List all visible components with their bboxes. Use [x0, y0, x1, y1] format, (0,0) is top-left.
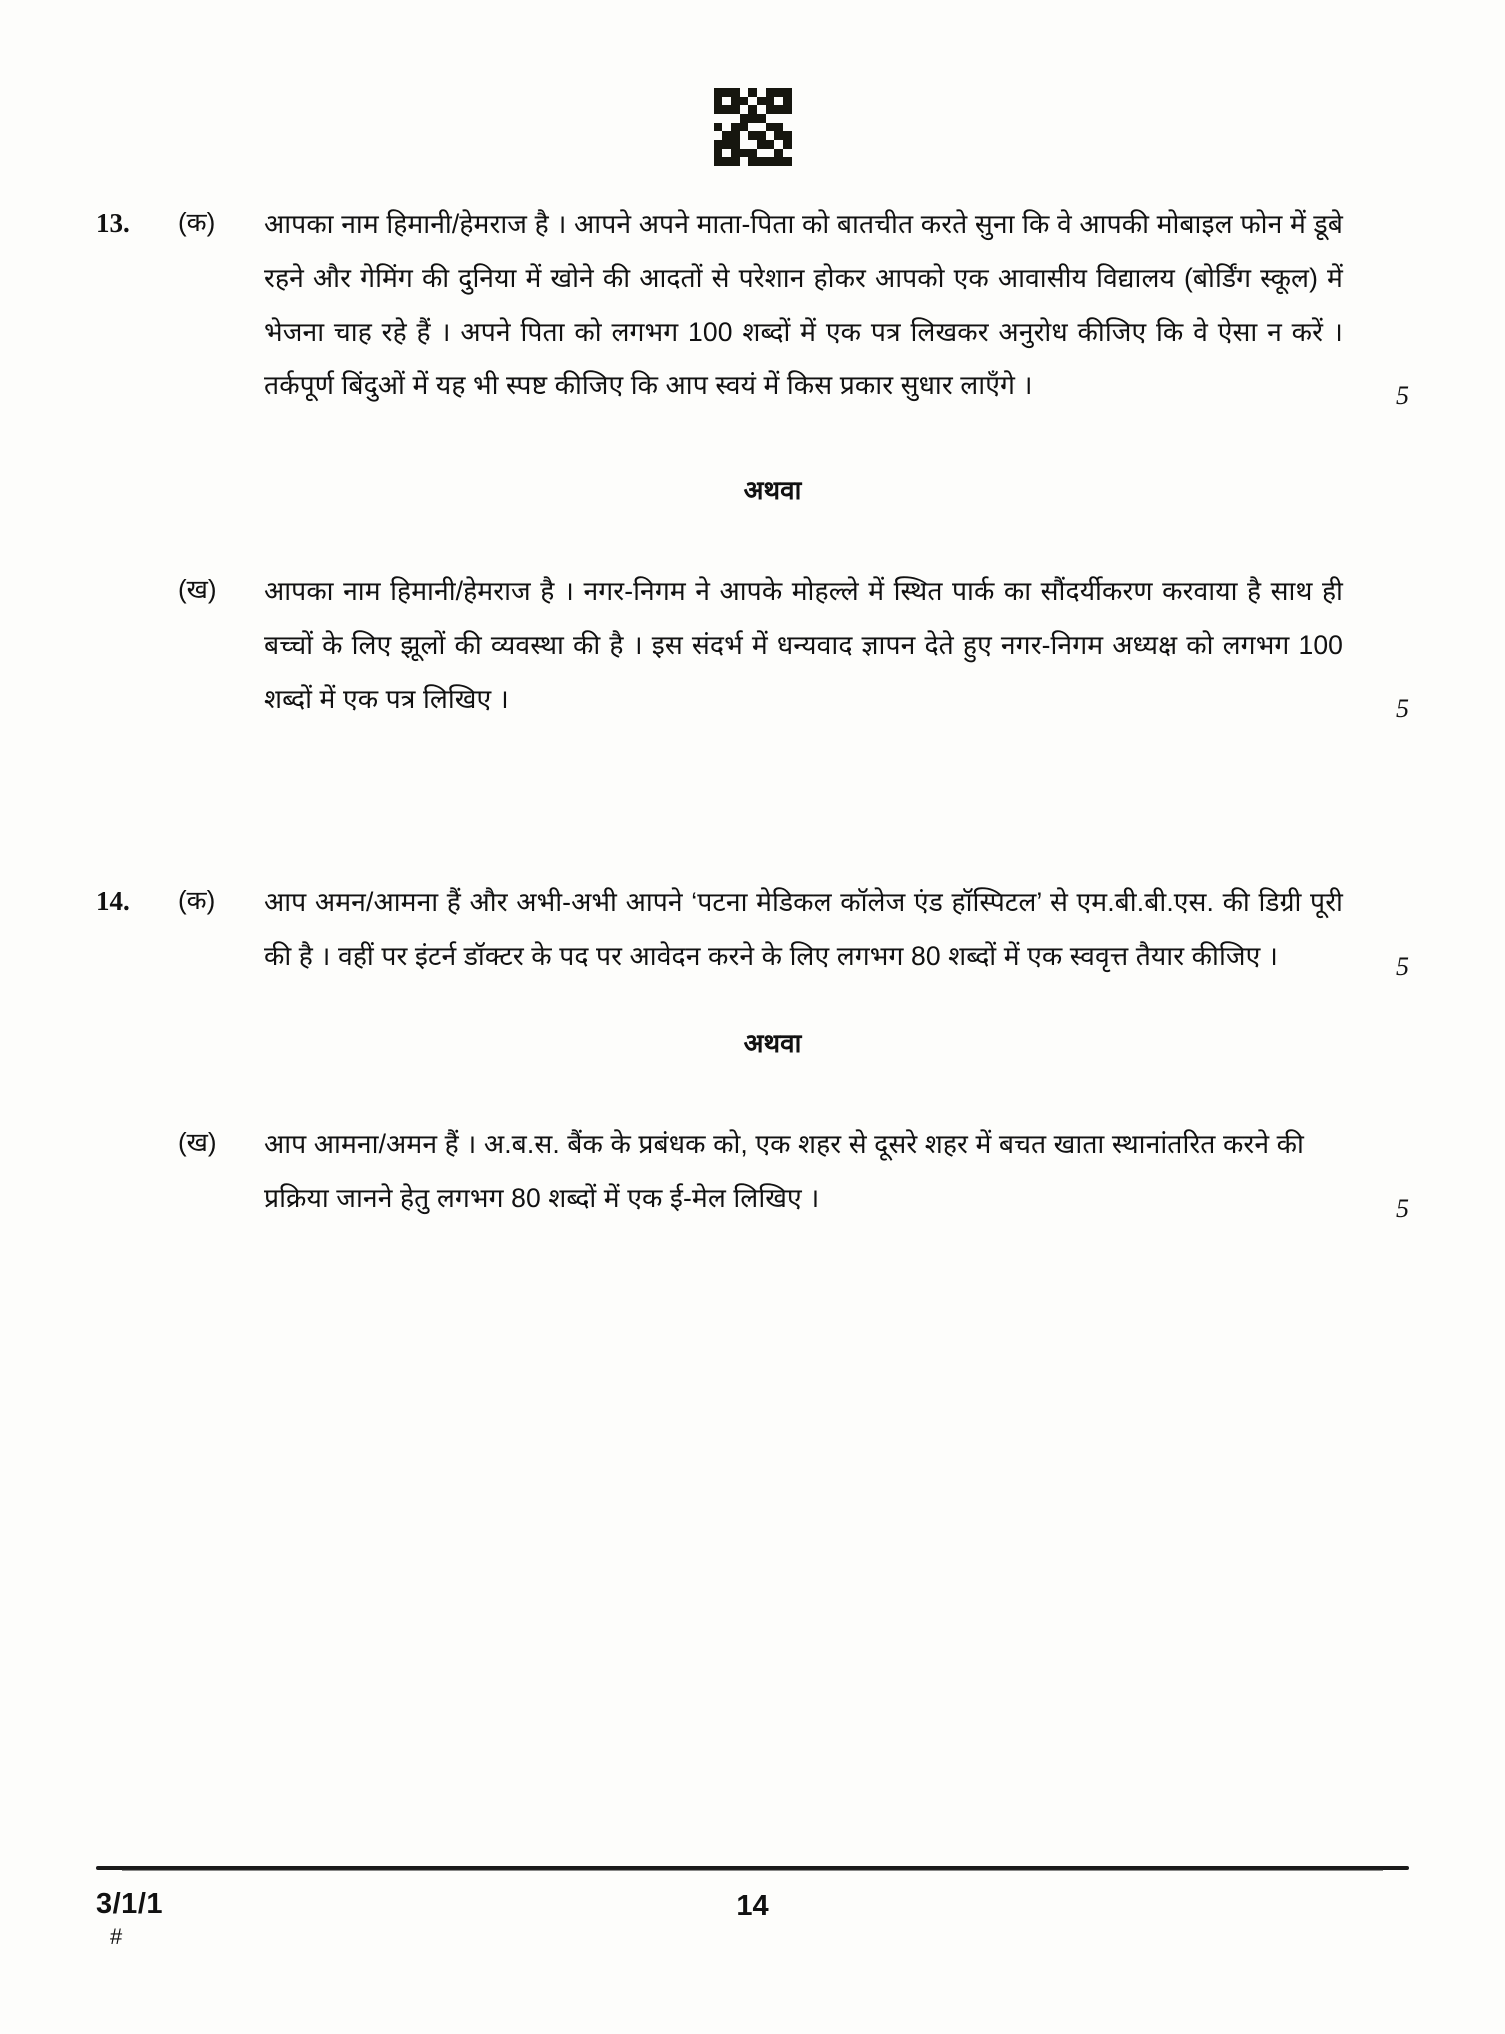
- page-number: 14: [736, 1890, 769, 1922]
- question-number: 13.: [96, 208, 130, 238]
- spacer: [96, 984, 1409, 1024]
- spacer: [96, 507, 1409, 565]
- part-label: (ख): [178, 574, 217, 605]
- question-14-part-a: [96, 876, 1409, 984]
- spacer: [96, 726, 1409, 876]
- paper-code: 3/1/1: [96, 1888, 163, 1920]
- question-text: आप अमन/आमना हैं और अभी-अभी आपने ‘पटना मेडिकल कॉलेज एंड हॉस्पिटल’ से एम.बी.बी.एस. की डिग्री पूरी की है । वहीं पर इंटर्न डॉक्टर के पद पर आवेदन करने के लिए लगभग 80 शब्दों में एक स्ववृत्त तैयार कीजिए ।: [264, 887, 1343, 972]
- question-text: आपका नाम हिमानी/हेमराज है । नगर-निगम ने आपके मोहल्ले में स्थित पार्क का सौंदर्यीकरण करवाया है साथ ही बच्चों के लिए झूलों की व्यवस्था की है । इस संदर्भ में धन्यवाद ज्ञापन देते हुए नगर-निगम अध्यक्ष को लगभग 100 शब्दों में एक पत्र लिखिए ।: [264, 576, 1343, 714]
- question-text: आप आमना/अमन हैं । अ.ब.स. बैंक के प्रबंधक को, एक शहर से दूसरे शहर में बचत खाता स्थानांतरित करने की प्रक्रिया जानने हेतु लगभग 80 शब्दों में एक ई-मेल लिखिए ।: [264, 1129, 1304, 1213]
- spacer: [96, 413, 1409, 471]
- marks-value: 5: [1396, 381, 1409, 411]
- question-content: [96, 198, 1409, 1226]
- marks-value: 5: [1396, 1193, 1409, 1223]
- question-text: आपका नाम हिमानी/हेमराज है । आपने अपने माता-पिता को बातचीत करते सुना कि वे आपकी मोबाइल फोन में डूबे रहने और गेमिंग की दुनिया में खोने की आदतों से परेशान होकर आपको एक आवासीय विद्यालय (बोर्डिंग स्कूल) में भेजना चाह रहे हैं । अपने पिता को लगभग 100 शब्दों में एक पत्र लिखकर अनुरोध कीजिए कि वे ऐसा न करें । तर्कपूर्ण बिंदुओं में यह भी स्पष्ट कीजिए कि आप स्वयं में किस प्रकार सुधार लाएँगे ।: [264, 209, 1343, 401]
- question-number: 14.: [96, 886, 130, 917]
- part-label: (क): [178, 207, 216, 237]
- qr-code-container: [0, 88, 1505, 166]
- footer-divider: [96, 1866, 1409, 1870]
- qr-code-icon: [714, 88, 792, 166]
- spacer: [96, 1060, 1409, 1118]
- question-13-part-b: [96, 565, 1409, 726]
- marks-value: 5: [1396, 694, 1409, 724]
- part-label: (क): [178, 885, 216, 916]
- part-label: (ख): [178, 1127, 217, 1158]
- hash-mark: #: [110, 1924, 123, 1949]
- question-14-part-b: [96, 1118, 1409, 1226]
- page-footer: [96, 1888, 1409, 1968]
- marks-value: 5: [1396, 952, 1409, 982]
- or-label-14: अथवा: [743, 1028, 802, 1059]
- or-label-13: अथवा: [743, 475, 802, 506]
- question-13-part-a: [96, 198, 1409, 413]
